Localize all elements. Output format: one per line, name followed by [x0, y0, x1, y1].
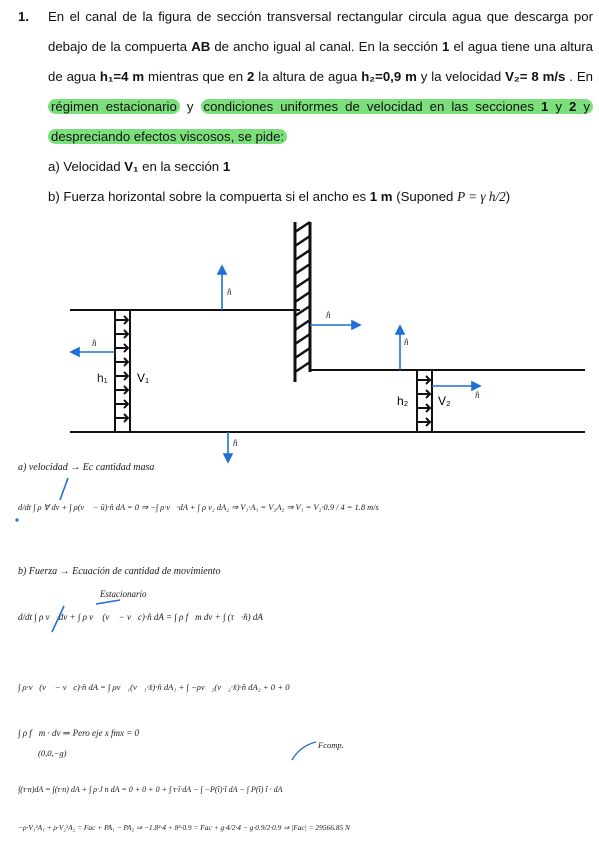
- hw-b-header: b) Fuerza → Ecuación de cantidad de movimiento: [18, 566, 221, 577]
- label-v1: V₁: [137, 371, 150, 385]
- normal-top-arrow: [218, 266, 226, 310]
- problem-number: 1.: [18, 9, 29, 24]
- hw-b-estacionario: Estacionario: [100, 589, 147, 599]
- hw-b-eq3: ∫ ρ f⃗m · dv ⇒ Pero eje x fmx = 0: [18, 728, 140, 738]
- statement-line-3: de agua h₁=4 m mientras que en 2 la altura de agua h₂=0,9 m y la velocidad V₂= 8 m/s . En: [48, 69, 594, 84]
- normal-left-arrow: [71, 348, 115, 356]
- label-n-right: n̂: [475, 390, 480, 400]
- normal-right-arrow: [432, 382, 480, 390]
- highlight-condiciones: condiciones uniformes de velocidad en las secciones 1 y 2 y: [201, 99, 594, 114]
- label-h1: h₁: [97, 371, 108, 385]
- hw-strike-a: [60, 478, 68, 500]
- statement-line-2: debajo de la compuerta AB de ancho igual al canal. En la sección 1 el agua tiene una altura: [48, 39, 594, 54]
- item-b: b) Fuerza horizontal sobre la compuerta si el ancho es 1 m (Suponed P = γ h/2): [48, 189, 511, 204]
- hw-b-eq3-sub: (0,0,−g): [38, 748, 67, 758]
- section-1-profile: [115, 310, 130, 432]
- statement-line-4: régimen estacionario y condiciones uniformes de velocidad en las secciones 1 y 2 y: [48, 96, 593, 118]
- hw-b-final: −ρ·V₁²A₁ + ρ·V₂²A₂ = Fac + PA₁ − PA₂ ⇒ −1.8²·4 + 8²·0.9 = Fac + g·4/2·4 − g·0.9/2·0.9 ⇒ |Fac| = 29566.85 N: [18, 823, 350, 832]
- hw-b-eq1: d/dt ∫ ρ v⃗ dv + ∫ ρ v⃗ (v⃗ − v⃗c)·n̂ dA = ∫ ρ f⃗m dv + ∫ (τ⃗·n̂) dA: [18, 612, 263, 622]
- normal-sec2-top-arrow: [396, 326, 404, 370]
- statement-line-1: En el canal de la figura de sección transversal rectangular circula agua que descarga por: [48, 9, 593, 24]
- section-2-profile: [417, 370, 432, 432]
- label-n-top: n̂: [227, 287, 232, 297]
- label-n-bottom: n̂: [233, 438, 238, 448]
- normal-bottom-arrow: [224, 432, 232, 462]
- normal-gate-arrow: [310, 321, 360, 329]
- hw-b-eq2: ∫ ρ·v⃗(v⃗ − v⃗c)·n̂ dA = ∫ ρv⃗₁(v⃗₁·x̂)·n̂ dA₁ + ∫ −ρv⃗₂(v⃗₂·x̂)·n̂ dA₂ + 0 + 0: [18, 682, 290, 692]
- label-n-gate: n̂: [326, 310, 331, 320]
- hw-estacionario-arrow: [96, 600, 120, 604]
- hw-a-header: a) velocidad → Ec cantidad masa: [18, 462, 155, 473]
- hw-fcomp-arrow: [292, 742, 316, 760]
- label-h2: h₂: [397, 394, 409, 408]
- hw-b-eq4: ∫(τ·n)dA = ∫(τ·n) dA + ∫ ρ·J n dA = 0 + 0 + 0 + ∫ τ·î·dA − ∫ −P(î)·î dA − ∫ P(î) î · dA: [18, 785, 283, 794]
- label-n-left: n̂: [92, 338, 97, 348]
- label-v2: V₂: [438, 394, 451, 408]
- label-n-sec2-top: n̂: [404, 337, 409, 347]
- hw-b-fcomp: Fcomp.: [318, 740, 344, 750]
- item-a: a) Velocidad V₁ en la sección 1: [48, 159, 231, 174]
- highlight-regimen: régimen estacionario: [48, 99, 180, 114]
- highlight-viscosos: despreciando efectos viscosos, se pide:: [48, 129, 287, 144]
- hw-a-eq: d/dt ∫ ρ ∀ dv + ∫ ρ(v⃗ − ū)·n̂ dA = 0 ⇒ −∫ ρ·v⃗·dA + ∫ ρ v₂ dA₂ ⇒ V₁·A₁ = V₂A₂ ⇒ V₁ = V₂·0.9 / 4 = 1.8 m/s: [18, 503, 379, 512]
- gate-ab: [295, 222, 310, 382]
- hw-dot: [15, 518, 18, 521]
